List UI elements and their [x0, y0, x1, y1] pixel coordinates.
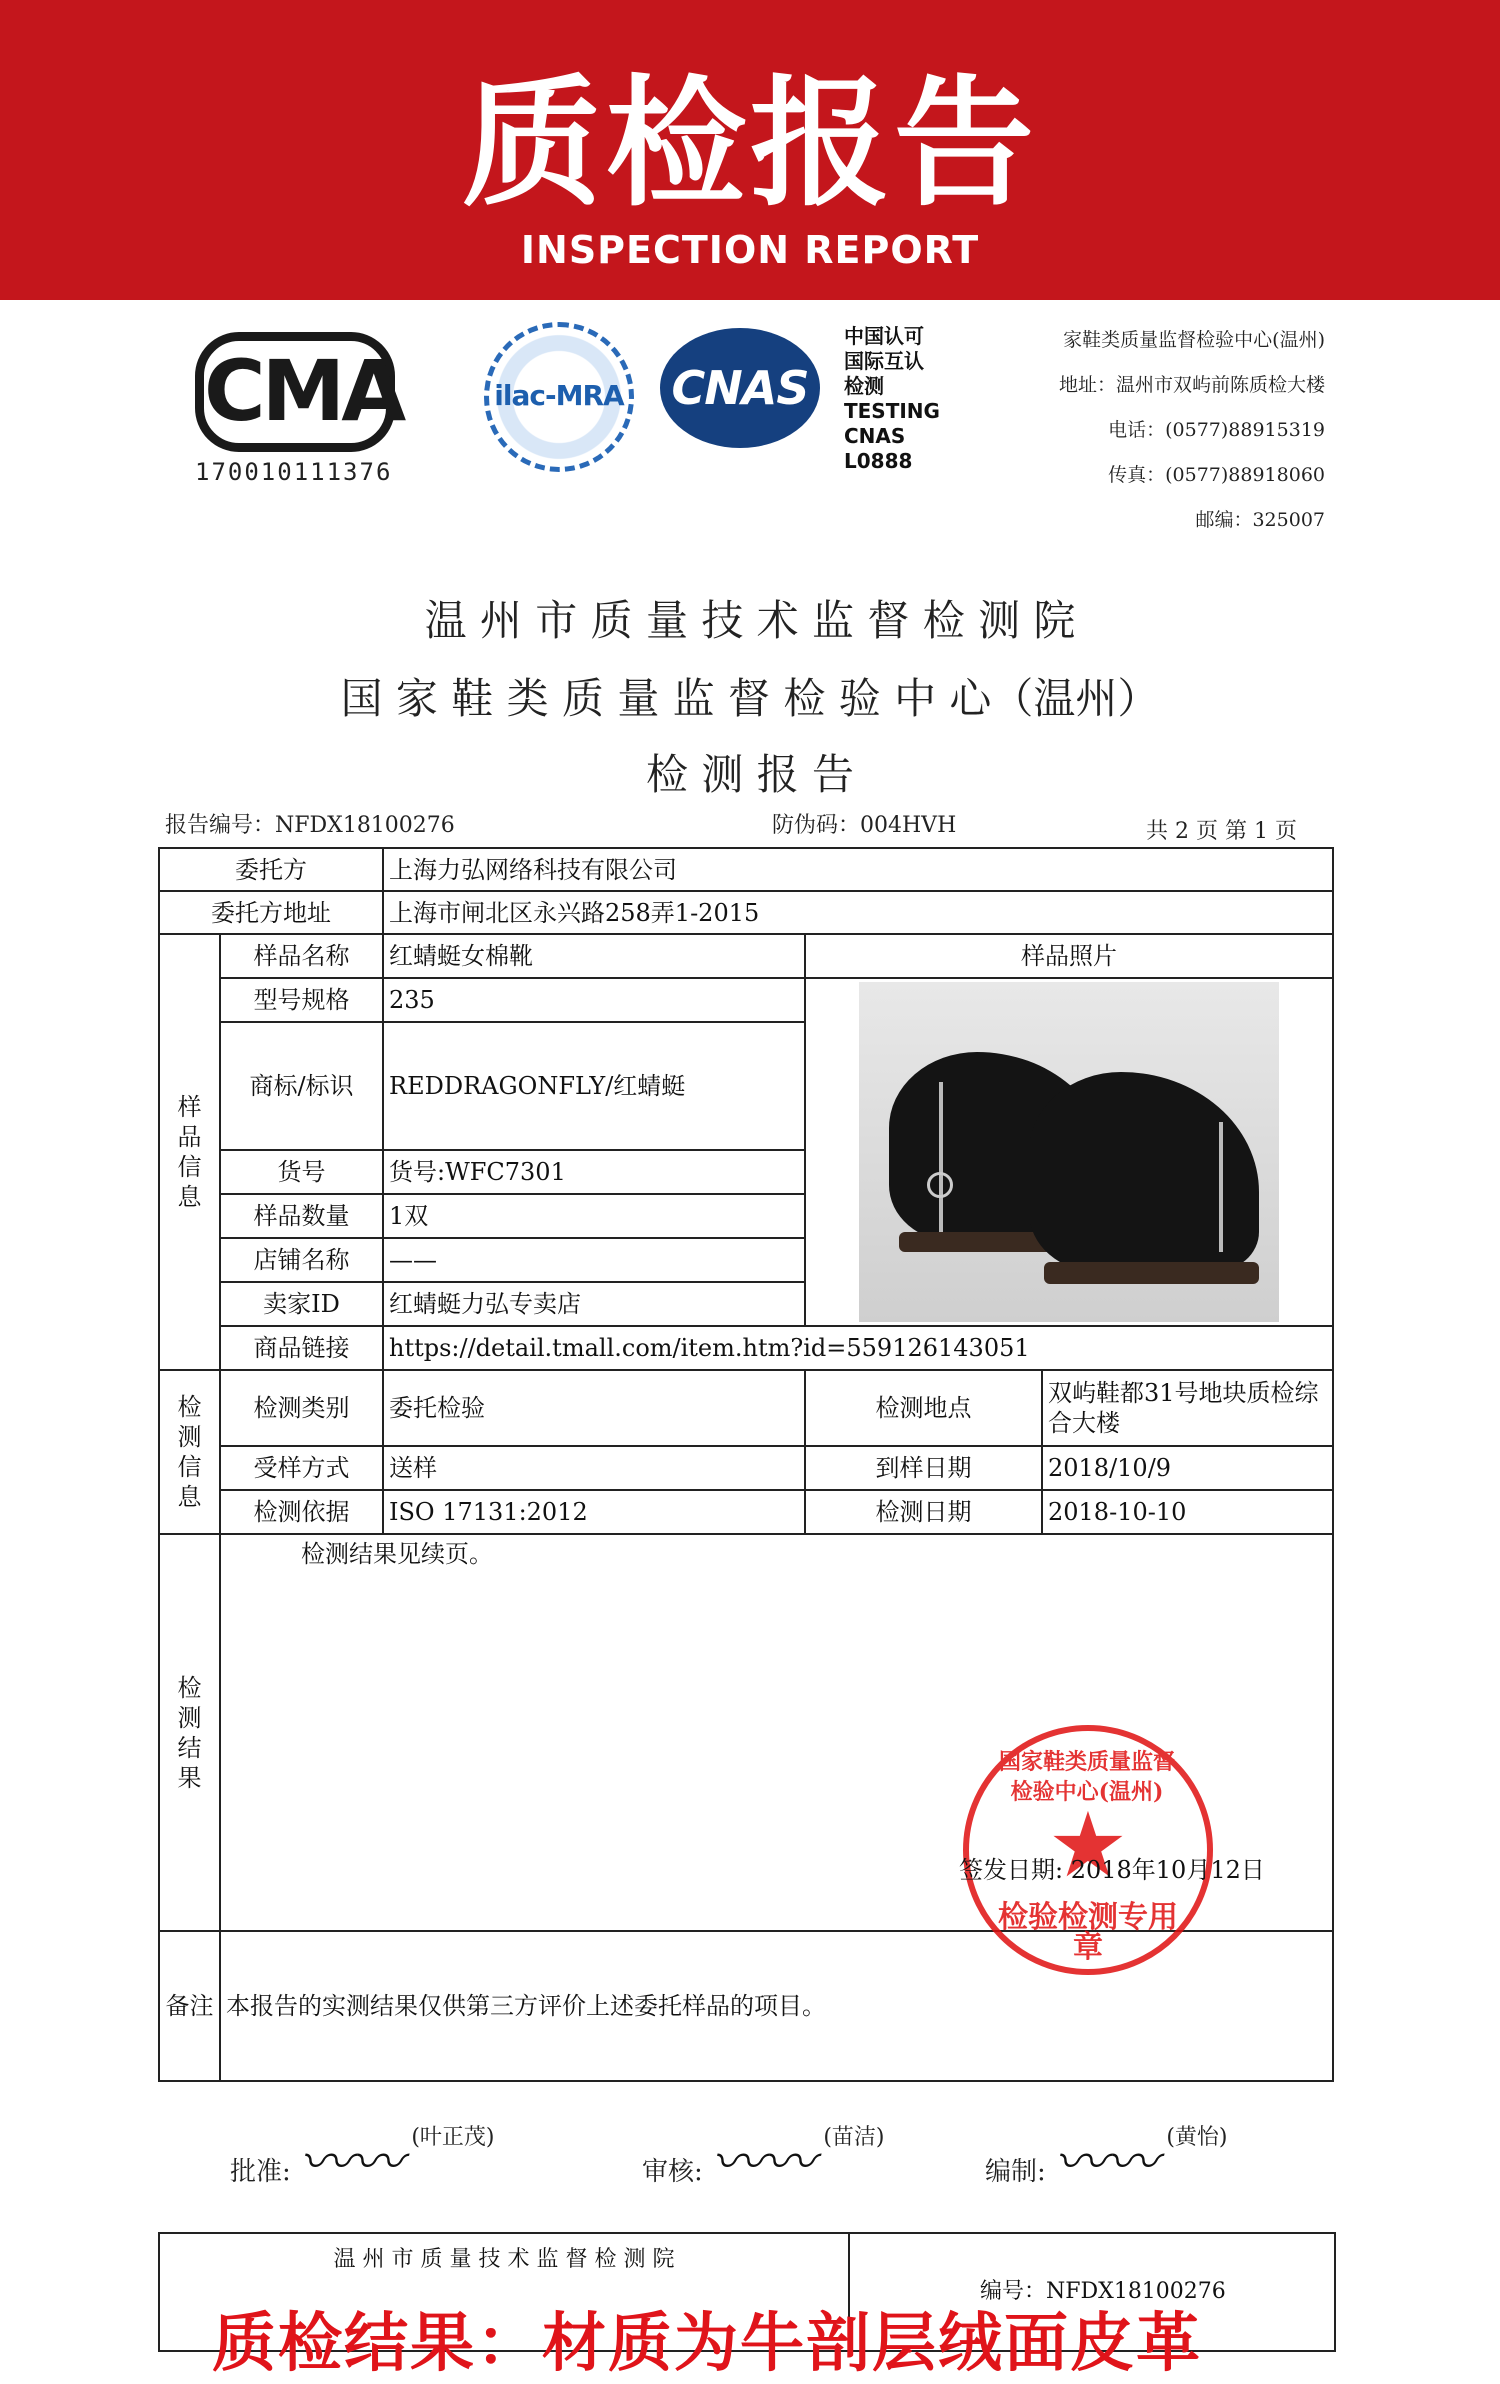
sample-value: REDDRAGONFLY/红蜻蜓 — [383, 1022, 805, 1150]
page-count: 共 2 页 第 1 页 — [1146, 819, 1297, 844]
signature-role: 批准: — [230, 2157, 291, 2187]
signature-name: (苗洁) — [823, 2125, 885, 2150]
header-banner — [0, 0, 1500, 300]
client-address-label: 委托方地址 — [159, 891, 383, 934]
test-label: 检测类别 — [220, 1370, 383, 1446]
stamp-star-icon: ★ — [1047, 1793, 1129, 1898]
test-value: 双屿鞋都31号地块质检综合大楼 — [1042, 1370, 1333, 1446]
contact-block — [985, 318, 1325, 543]
test-value: 2018-10-10 — [1042, 1490, 1333, 1534]
sample-section-label: 样 品 信 息 — [159, 934, 220, 1370]
cnas-info-line: 中国认可 — [844, 324, 924, 348]
signature-review — [642, 2120, 884, 2195]
sample-photo-cell — [805, 978, 1333, 1326]
sample-label: 商标/标识 — [220, 1022, 383, 1150]
table-row — [159, 1490, 1333, 1534]
next-page-institution: 温 州 市 质 量 技 术 监 督 检 测 院 — [333, 2247, 675, 2272]
table-row — [159, 891, 1333, 934]
test-label: 检测地点 — [805, 1370, 1042, 1446]
contact-line: 电话：(0577)88915319 — [1108, 419, 1325, 441]
table-row — [159, 1326, 1333, 1370]
result-overlay-text: 质检结果：材质为牛剖层绒面皮革 — [212, 2307, 1202, 2381]
result-cell — [220, 1534, 1333, 1965]
boot-right-sole — [1044, 1262, 1259, 1284]
ilac-mra-text: ilac-MRA — [494, 379, 624, 412]
cnas-info-line: 国际互认 — [844, 349, 924, 373]
signature-name: (黄怡) — [1166, 2125, 1228, 2150]
test-label: 检测日期 — [805, 1490, 1042, 1534]
sample-label: 卖家ID — [220, 1282, 383, 1326]
stamp-ring-text: 国家鞋类质量监督检验中心(温州) — [998, 1749, 1175, 1805]
test-value: 委托检验 — [383, 1370, 805, 1446]
sample-value: —— — [383, 1238, 805, 1282]
report-title: 检 测 报 告 — [645, 750, 855, 799]
remark-text: 本报告的实测结果仅供第三方评价上述委托样品的项目。 — [220, 1931, 1333, 2081]
security-code: 防伪码：004HVH — [772, 813, 957, 838]
table-row — [159, 978, 1333, 1022]
test-label: 检测依据 — [220, 1490, 383, 1534]
banner-subtitle: INSPECTION REPORT — [520, 228, 980, 272]
cnas-info-line: TESTING — [844, 399, 940, 423]
zipper-ring — [927, 1172, 953, 1198]
cnas-logo: CNAS — [660, 328, 820, 448]
signature-prepare — [985, 2120, 1227, 2195]
contact-line: 家鞋类质量监督检验中心(温州) — [1063, 329, 1325, 351]
sample-value: 红蜻蜓女棉靴 — [383, 934, 805, 978]
report-table — [158, 847, 1334, 2082]
test-value: 送样 — [383, 1446, 805, 1490]
sample-value: 红蜻蜓力弘专卖店 — [383, 1282, 805, 1326]
boot-left-zipper — [939, 1082, 943, 1232]
client-address-value: 上海市闸北区永兴路258弄1-2015 — [383, 891, 1333, 934]
next-page-number: 编号：NFDX18100276 — [980, 2279, 1226, 2304]
signature-handwriting: 〰〰 — [711, 2133, 816, 2193]
sample-photo — [859, 982, 1279, 1322]
table-row — [159, 1534, 1333, 1931]
banner-title: 质检报告 — [461, 63, 1038, 226]
table-row — [159, 848, 1333, 891]
official-stamp — [963, 1725, 1213, 1975]
contact-line: 传真：(0577)88918060 — [1108, 464, 1325, 486]
sample-value: 235 — [383, 978, 805, 1022]
ilac-mra-logo — [484, 322, 634, 472]
cma-logo: CMA — [195, 332, 395, 452]
signature-handwriting: 〰〰 — [1054, 2133, 1159, 2193]
institution-line-1: 温 州 市 质 量 技 术 监 督 检 测 院 — [424, 596, 1076, 645]
client-value: 上海力弘网络科技有限公司 — [383, 848, 1333, 891]
result-text: 检测结果见续页。 — [301, 1540, 493, 1568]
contact-line: 地址：温州市双屿前陈质检大楼 — [1058, 374, 1325, 396]
report-number: 报告编号：NFDX18100276 — [165, 813, 455, 838]
cnas-info-line: CNAS L0888 — [844, 424, 913, 473]
client-label: 委托方 — [159, 848, 383, 891]
boot-right — [1029, 1072, 1259, 1272]
sample-value: 1双 — [383, 1194, 805, 1238]
sample-label: 店铺名称 — [220, 1238, 383, 1282]
remark-label: 备注 — [159, 1931, 220, 2081]
test-section-label: 检 测 信 息 — [159, 1370, 220, 1534]
issue-date: 签发日期: 2018年10月12日 — [959, 1856, 1265, 1884]
test-value: 2018/10/9 — [1042, 1446, 1333, 1490]
table-row — [159, 1446, 1333, 1490]
signature-name: (叶正茂) — [411, 2125, 495, 2150]
product-link[interactable]: https://detail.tmall.com/item.htm?id=559126143051 — [383, 1326, 1333, 1370]
contact-line: 邮编：325007 — [1195, 509, 1325, 531]
test-label: 受样方式 — [220, 1446, 383, 1490]
table-row — [159, 934, 1333, 978]
sample-value: 货号:WFC7301 — [383, 1150, 805, 1194]
sample-label: 样品名称 — [220, 934, 383, 978]
cnas-info — [844, 324, 974, 474]
test-value: ISO 17131:2012 — [383, 1490, 805, 1534]
sample-label: 样品数量 — [220, 1194, 383, 1238]
test-label: 到样日期 — [805, 1446, 1042, 1490]
sample-label: 货号 — [220, 1150, 383, 1194]
cma-number: 170010111376 — [195, 458, 393, 486]
cnas-info-line: 检测 — [844, 374, 884, 398]
boot-right-zipper — [1219, 1122, 1223, 1252]
stamp-use-text: 检验检测专用章 — [998, 1900, 1178, 1965]
sample-label: 商品链接 — [220, 1326, 383, 1370]
sample-label: 型号规格 — [220, 978, 383, 1022]
signature-role: 审核: — [642, 2157, 703, 2187]
signature-role: 编制: — [985, 2157, 1046, 2187]
signature-approve — [230, 2120, 494, 2195]
photo-label: 样品照片 — [805, 934, 1333, 978]
result-section-label: 检 测 结 果 — [159, 1534, 220, 1931]
institution-line-2: 国 家 鞋 类 质 量 监 督 检 验 中 心（温州） — [340, 674, 1160, 723]
table-row — [159, 1370, 1333, 1446]
signature-handwriting: 〰〰 — [299, 2133, 404, 2193]
